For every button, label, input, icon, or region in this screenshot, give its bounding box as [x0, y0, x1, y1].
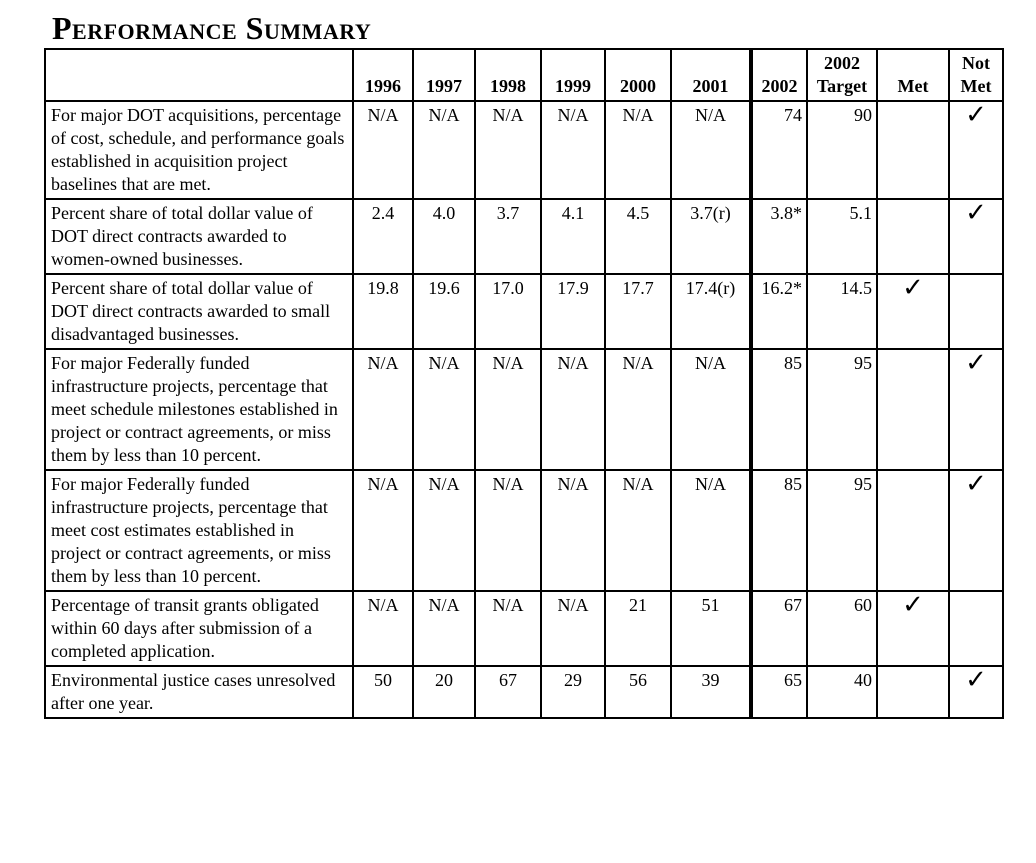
value-cell-v2001: N/A	[671, 101, 751, 199]
value-cell-v1997: N/A	[413, 101, 475, 199]
column-header-1998: 1998	[475, 49, 541, 101]
value-cell-v1998: 67	[475, 666, 541, 718]
value-cell-v1996: N/A	[353, 101, 413, 199]
value-cell-v1999: N/A	[541, 591, 605, 666]
column-header-2002: 2002	[751, 49, 807, 101]
value-cell-v2001: 17.4(r)	[671, 274, 751, 349]
met-check	[877, 666, 949, 718]
row-description: For major Federally funded infrastructure projects, percentage that meet cost estimates established in project or contract agreements, or miss them by less than 10 percent.	[45, 470, 353, 591]
row-description: Percent share of total dollar value of DOT direct contracts awarded to small disadvantaged businesses.	[45, 274, 353, 349]
value-cell-v2001: N/A	[671, 349, 751, 470]
not-met-check	[949, 274, 1003, 349]
row-description: For major Federally funded infrastructure projects, percentage that meet schedule milestones established in project or contract agreements, or miss them by less than 10 percent.	[45, 349, 353, 470]
value-cell-v2002: 67	[751, 591, 807, 666]
value-cell-v1998: N/A	[475, 101, 541, 199]
value-cell-v2002: 85	[751, 349, 807, 470]
not-met-check	[949, 591, 1003, 666]
not-met-check: ✓	[949, 666, 1003, 718]
column-header-2002-target: 2002 Target	[807, 49, 877, 101]
met-check	[877, 349, 949, 470]
column-header-met: Met	[877, 49, 949, 101]
value-cell-v1998: 17.0	[475, 274, 541, 349]
value-cell-v2000: N/A	[605, 349, 671, 470]
met-check: ✓	[877, 274, 949, 349]
value-cell-v1996: N/A	[353, 591, 413, 666]
row-description: Percent share of total dollar value of DOT direct contracts awarded to women-owned businesses.	[45, 199, 353, 274]
value-cell-v1999: 29	[541, 666, 605, 718]
value-cell-v1997: 19.6	[413, 274, 475, 349]
value-cell-v2002: 16.2*	[751, 274, 807, 349]
table-row	[45, 199, 1003, 274]
value-cell-target: 40	[807, 666, 877, 718]
value-cell-v2002: 85	[751, 470, 807, 591]
not-met-check: ✓	[949, 349, 1003, 470]
value-cell-target: 60	[807, 591, 877, 666]
row-description: Environmental justice cases unresolved after one year.	[45, 666, 353, 718]
value-cell-v2000: 56	[605, 666, 671, 718]
value-cell-v2001: N/A	[671, 470, 751, 591]
row-description: Percentage of transit grants obligated within 60 days after submission of a completed application.	[45, 591, 353, 666]
table-row	[45, 470, 1003, 591]
not-met-check: ✓	[949, 199, 1003, 274]
value-cell-v2000: N/A	[605, 101, 671, 199]
value-cell-target: 5.1	[807, 199, 877, 274]
column-header-2001: 2001	[671, 49, 751, 101]
value-cell-target: 14.5	[807, 274, 877, 349]
value-cell-v1999: 4.1	[541, 199, 605, 274]
column-header-description	[45, 49, 353, 101]
value-cell-v1997: N/A	[413, 349, 475, 470]
value-cell-v1996: 50	[353, 666, 413, 718]
not-met-check: ✓	[949, 101, 1003, 199]
met-check: ✓	[877, 591, 949, 666]
value-cell-v2001: 51	[671, 591, 751, 666]
value-cell-v1999: N/A	[541, 101, 605, 199]
header-row	[45, 49, 1003, 101]
value-cell-v1997: N/A	[413, 470, 475, 591]
value-cell-v2002: 65	[751, 666, 807, 718]
value-cell-v1996: N/A	[353, 470, 413, 591]
performance-table	[44, 48, 1004, 719]
table-row	[45, 591, 1003, 666]
value-cell-v1998: 3.7	[475, 199, 541, 274]
value-cell-v1997: 4.0	[413, 199, 475, 274]
value-cell-v1999: 17.9	[541, 274, 605, 349]
page-title: Performance Summary	[52, 10, 372, 46]
value-cell-v1999: N/A	[541, 470, 605, 591]
column-header-1997: 1997	[413, 49, 475, 101]
row-description: For major DOT acquisitions, percentage of cost, schedule, and performance goals established in acquisition project baselines that are met.	[45, 101, 353, 199]
met-check	[877, 470, 949, 591]
value-cell-v2000: 21	[605, 591, 671, 666]
value-cell-v1997: 20	[413, 666, 475, 718]
not-met-check: ✓	[949, 470, 1003, 591]
column-header-2000: 2000	[605, 49, 671, 101]
value-cell-v1999: N/A	[541, 349, 605, 470]
met-check	[877, 101, 949, 199]
value-cell-v1997: N/A	[413, 591, 475, 666]
table-row	[45, 101, 1003, 199]
value-cell-v2001: 39	[671, 666, 751, 718]
column-header-1999: 1999	[541, 49, 605, 101]
value-cell-v1998: N/A	[475, 470, 541, 591]
table-row	[45, 274, 1003, 349]
value-cell-v1996: N/A	[353, 349, 413, 470]
met-check	[877, 199, 949, 274]
value-cell-v1998: N/A	[475, 349, 541, 470]
table-row	[45, 349, 1003, 470]
value-cell-target: 90	[807, 101, 877, 199]
value-cell-v2000: N/A	[605, 470, 671, 591]
column-header-not-met: Not Met	[949, 49, 1003, 101]
value-cell-v2002: 74	[751, 101, 807, 199]
value-cell-v1996: 2.4	[353, 199, 413, 274]
value-cell-v1996: 19.8	[353, 274, 413, 349]
value-cell-target: 95	[807, 349, 877, 470]
value-cell-v2001: 3.7(r)	[671, 199, 751, 274]
value-cell-v2000: 4.5	[605, 199, 671, 274]
value-cell-v2002: 3.8*	[751, 199, 807, 274]
column-header-1996: 1996	[353, 49, 413, 101]
value-cell-v2000: 17.7	[605, 274, 671, 349]
table-row	[45, 666, 1003, 718]
value-cell-v1998: N/A	[475, 591, 541, 666]
value-cell-target: 95	[807, 470, 877, 591]
